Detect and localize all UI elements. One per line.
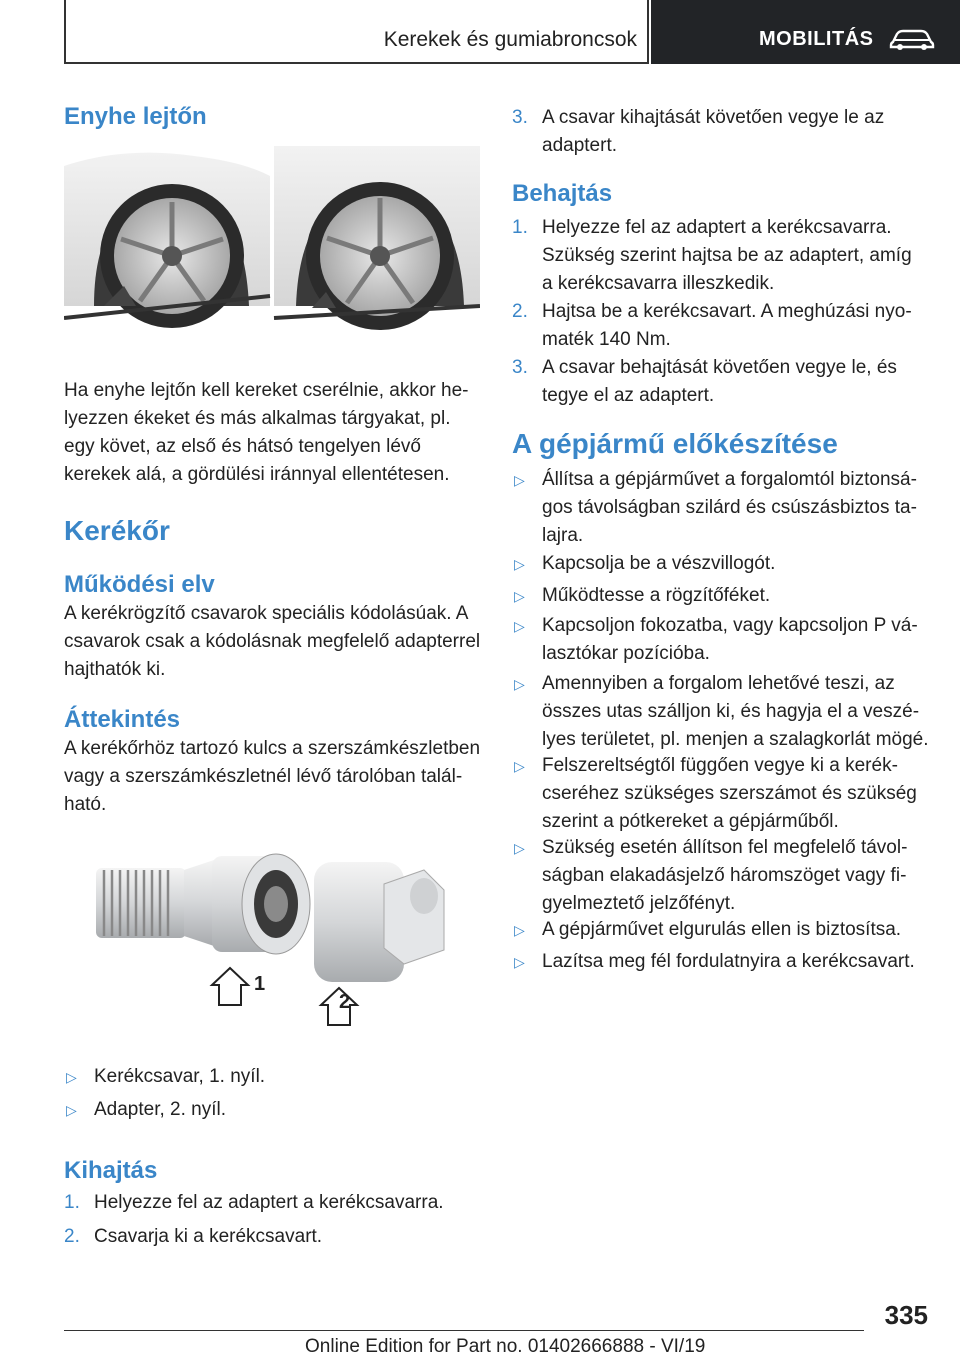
triangle-bullet-icon: ▷ — [514, 676, 525, 692]
section-title: Kerekek és gumiabroncsok — [383, 28, 637, 51]
triangle-bullet-icon: ▷ — [514, 758, 525, 774]
car-icon — [889, 28, 935, 55]
page-number: 335 — [884, 1300, 928, 1330]
prep-item: ▷ A gépjárművet elgurulás ellen is biztosítsa. — [512, 916, 924, 944]
removal-step: 1. Helyezze fel az adaptert a kerékcsavarra. — [64, 1192, 444, 1213]
triangle-bullet-icon: ▷ — [514, 588, 525, 604]
principle-heading: Működési elv — [64, 571, 215, 598]
chapter-title: MOBILITÁS — [759, 28, 874, 50]
principle-text: A kerékrögzítő csavarok speciális kódolásúak. A csavarok csak a kódolásnak megfelelő adapterrel hajthatók ki. — [64, 603, 481, 680]
triangle-bullet-icon: ▷ — [514, 954, 525, 970]
install-step: 1. Helyezze fel az adaptert a kerékcsavarra. Szükség szerint hajtsa be az adaptert, amíg a kerékcsavarra illeszkedik. — [512, 217, 912, 294]
prep-item: ▷ Állítsa a gépjárművet a forgalomtól biztonságos távolságban szilárd és csúszásbiztos talajra. — [512, 466, 924, 550]
wheel-lock-heading: Kerékőr — [64, 515, 170, 546]
triangle-bullet-icon: ▷ — [514, 556, 525, 572]
prep-item: ▷ Lazítsa meg fél fordulatnyira a kerékcsavart. — [512, 948, 924, 976]
prep-item: ▷ Amennyiben a forgalom lehetővé teszi, az összes utas szálljon ki, és hagyja el a veszélyes területet, pl. menjen a szalagkorlát mögé. — [512, 670, 930, 754]
section-header-box — [64, 0, 649, 64]
removal-step: 2. Csavarja ki a kerékcsavart. — [64, 1226, 323, 1247]
wheel-bolt-adapter-illustration — [64, 840, 480, 1035]
install-step: 2. Hajtsa be a kerékcsavart. A meghúzási nyomaték 140 Nm. — [512, 301, 912, 350]
legend-item: ▷ Kerékcsavar, 1. nyíl. — [64, 1063, 480, 1091]
triangle-bullet-icon: ▷ — [66, 1102, 77, 1118]
legend-item: ▷ Adapter, 2. nyíl. — [64, 1096, 480, 1124]
callout-arrow-1 — [212, 968, 265, 1005]
triangle-bullet-icon: ▷ — [514, 618, 525, 634]
front-wheel-image — [64, 146, 270, 346]
triangle-bullet-icon: ▷ — [514, 472, 525, 488]
slope-heading: Enyhe lejtőn — [64, 103, 207, 130]
install-heading: Behajtás — [512, 180, 613, 207]
triangle-bullet-icon: ▷ — [514, 922, 525, 938]
footer-divider — [64, 1330, 864, 1331]
prep-item: ▷ Kapcsoljon fokozatba, vagy kapcsoljon P választókar pozícióba. — [512, 612, 924, 668]
overview-text: A kerékőrhöz tartozó kulcs a szerszámkészletben vagy a szerszámkészletnél lévő tárolóban található. — [64, 738, 481, 815]
lock-adapter-image — [314, 862, 444, 982]
slope-text: Ha enyhe lejtőn kell kereket cserélnie, akkor helyezzen ékeket és más alkalmas tárgyakat, pl. egy követ, az első és hátsó tengelyen lévő kerekek alá, a gördülési iránnyal ellentétesen. — [64, 380, 469, 485]
install-step: 3. A csavar behajtását követően vegye le, és tegye el az adaptert. — [512, 357, 897, 406]
edition-note: Online Edition for Part no. 01402666888 - VI/19 — [305, 1336, 706, 1357]
prep-item: ▷ Felszereltségtől függően vegye ki a kerékcseréhez szükséges szerszámot és szükség szerint a pótkereket a gépjárműből. — [512, 752, 924, 836]
prep-item: ▷ Szükség esetén állítson fel megfelelő távolságban elakadásjelző háromszöget vagy figyelmeztető jelzőfényt. — [512, 834, 924, 918]
callout-label-1: 1 — [254, 973, 266, 995]
chapter-header-box — [651, 0, 960, 64]
overview-heading: Áttekintés — [64, 706, 181, 733]
callout-arrow-2 — [321, 988, 357, 1025]
prep-heading: A gépjármű előkészítése — [512, 428, 838, 459]
removal-heading: Kihajtás — [64, 1157, 158, 1184]
prep-item: ▷ Kapcsolja be a vészvillogót. — [512, 550, 924, 578]
prep-item: ▷ Működtesse a rögzítőféket. — [512, 582, 924, 610]
rear-wheel-image — [274, 146, 480, 346]
wheel-bolt-image — [96, 854, 310, 954]
callout-label-2: 2 — [339, 991, 351, 1013]
triangle-bullet-icon: ▷ — [66, 1069, 77, 1085]
removal-step: 3. A csavar kihajtását követően vegye le az adaptert. — [512, 107, 885, 156]
page-header — [64, 0, 960, 64]
triangle-bullet-icon: ▷ — [514, 840, 525, 856]
wheel-chock-illustration — [64, 146, 480, 346]
